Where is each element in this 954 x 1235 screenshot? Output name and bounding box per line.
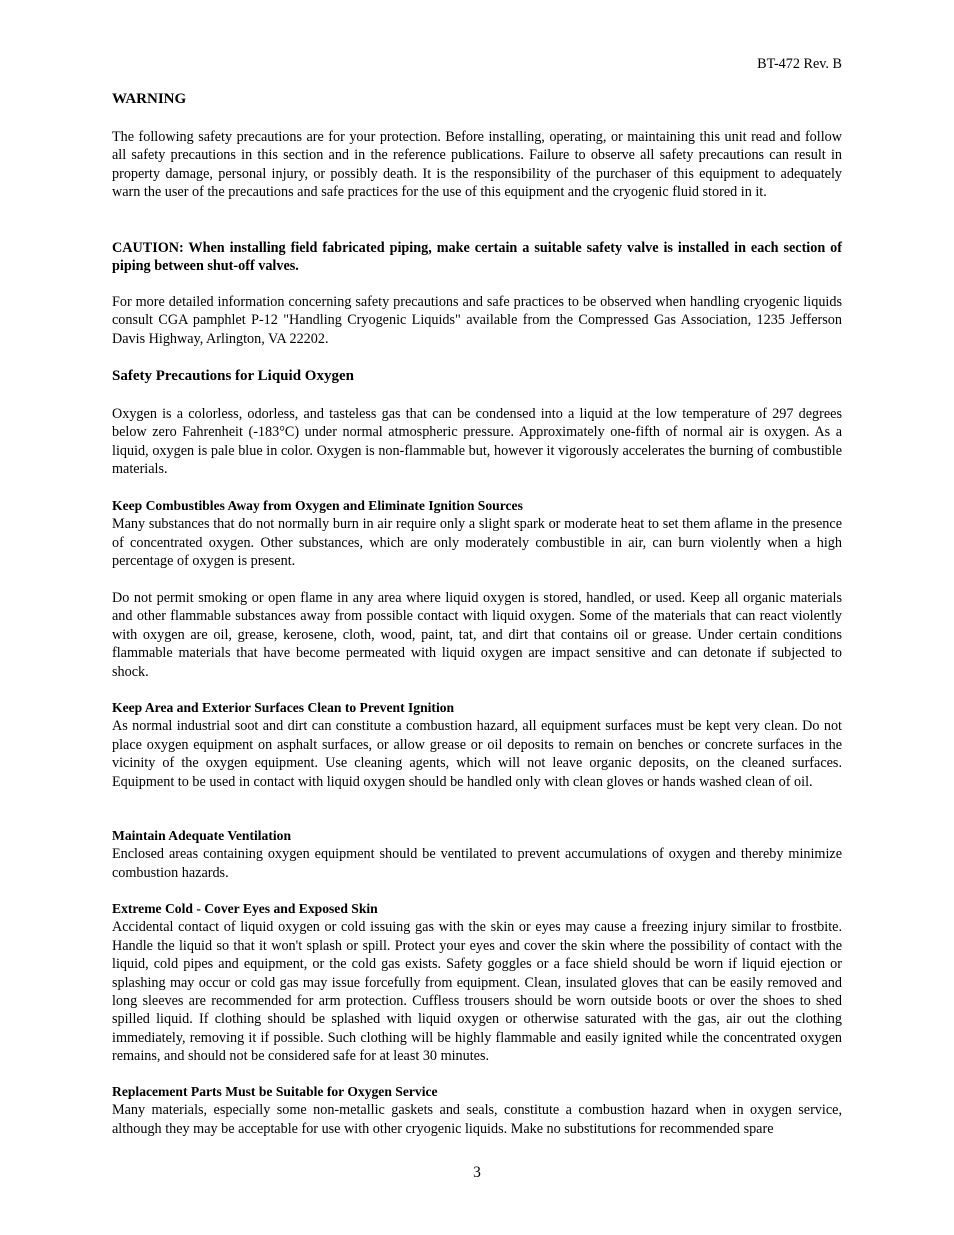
replacement-parts-section — [112, 1083, 842, 1138]
clean-surfaces-section — [112, 699, 842, 791]
warning-heading: WARNING — [112, 91, 187, 107]
reference-paragraph: For more detailed information concerning safety precautions and safe practices to be observed when handling cryogenic liquids consult CGA pamphlet P-12 "Handling Cryogenic Liquids" available from the Compressed Gas Association, 1235 Jefferson Davis Highway, Arlington, VA 22202. — [112, 294, 842, 347]
extreme-cold-section — [112, 900, 842, 1066]
ventilation-section — [112, 827, 842, 882]
oxygen-section-heading: Safety Precautions for Liquid Oxygen — [112, 368, 354, 384]
page-number: 3 — [473, 1164, 481, 1181]
combustibles-paragraph-1: Many substances that do not normally burn in air require only a slight spark or moderate heat to set them aflame in the presence of concentrated oxygen. Other substances, which are only moderately combustible in air, can burn violently when a high percentage of oxygen is present. — [112, 516, 842, 570]
replacement-parts-paragraph: Many materials, especially some non-metallic gaskets and seals, constitute a combustion hazard when in oxygen service, although they may be acceptable for use with other cryogenic liquids. Make no substitutions for recommended spare — [112, 1102, 842, 1137]
extreme-cold-paragraph: Accidental contact of liquid oxygen or cold issuing gas with the skin or eyes may cause a freezing injury similar to frostbite. Handle the liquid so that it won't splash or spill. Protect your eyes and cover the skin where the possibility of contact with the liquid, cold pipes and equipment, or the cold gas exists. Safety goggles or a face shield should be worn if liquid ejection or splashing may occur or cold gas may issue forcefully from equipment. Clean, insulated gloves that can be easily removed and long sleeves are recommended for arm protection. Cuffless trousers should be worn outside boots or over the shoes to shed spilled liquid. If clothing should be splashed with liquid oxygen or otherwise saturated with the gas, air out the clothing immediately, removing it if possible. Such clothing will be highly flammable and easily ignited while the concentrated oxygen remains, and should not be considered safe for at least 30 minutes. — [112, 919, 842, 1065]
oxygen-intro-paragraph: Oxygen is a colorless, odorless, and tasteless gas that can be condensed into a liquid at the low temperature of 297 degrees below zero Fahrenheit (-183°C) under normal atmospheric pressure. Approximately one-fifth of normal air is oxygen. As a liquid, oxygen is pale blue in color. Oxygen is non-flammable but, however it vigorously accelerates the burning of combustible materials. — [112, 406, 842, 478]
ventilation-heading: Maintain Adequate Ventilation — [112, 828, 292, 843]
document-id: BT-472 Rev. B — [757, 56, 842, 72]
combustibles-section — [112, 497, 842, 571]
warning-intro-paragraph: The following safety precautions are for your protection. Before installing, operating, or maintaining this unit read and follow all safety precautions in this section and in the reference publications. Failure to observe all safety precautions can result in property damage, personal injury, or possibly death. It is the responsibility of the purchaser of this equipment to adequately warn the user of the precautions and safe practices for the use of this equipment and the cryogenic fluid stored in it. — [112, 129, 842, 201]
caution-paragraph: CAUTION: When installing field fabricated piping, make certain a suitable safety valve is installed in each section of piping between shut-off valves. — [112, 240, 842, 275]
extreme-cold-heading: Extreme Cold - Cover Eyes and Exposed Skin — [112, 901, 378, 916]
ventilation-paragraph: Enclosed areas containing oxygen equipment should be ventilated to prevent accumulations of oxygen and thereby minimize combustion hazards. — [112, 846, 842, 881]
clean-surfaces-heading: Keep Area and Exterior Surfaces Clean to Prevent Ignition — [112, 700, 455, 715]
replacement-parts-heading: Replacement Parts Must be Suitable for Oxygen Service — [112, 1084, 438, 1099]
clean-surfaces-paragraph: As normal industrial soot and dirt can constitute a combustion hazard, all equipment surfaces must be kept very clean. Do not place oxygen equipment on asphalt surfaces, or allow grease or oil deposits to remain on benches or concrete surfaces in the vicinity of the oxygen equipment. Use cleaning agents, which will not leave organic deposits, on the cleaned surfaces. Equipment to be used in contact with liquid oxygen should be handled only with clean gloves or hands washed clean of oil. — [112, 718, 842, 790]
combustibles-paragraph-2: Do not permit smoking or open flame in any area where liquid oxygen is stored, handled, or used. Keep all organic materials and other flammable substances away from possible contact with liquid oxygen. Some of the materials that can react violently with oxygen are oil, grease, kerosene, cloth, wood, paint, tat, and dirt that contains oil or grease. Under certain conditions flammable materials that have become permeated with liquid oxygen are impact sensitive and can detonate if subjected to shock. — [112, 590, 842, 680]
combustibles-heading: Keep Combustibles Away from Oxygen and Eliminate Ignition Sources — [112, 498, 523, 513]
